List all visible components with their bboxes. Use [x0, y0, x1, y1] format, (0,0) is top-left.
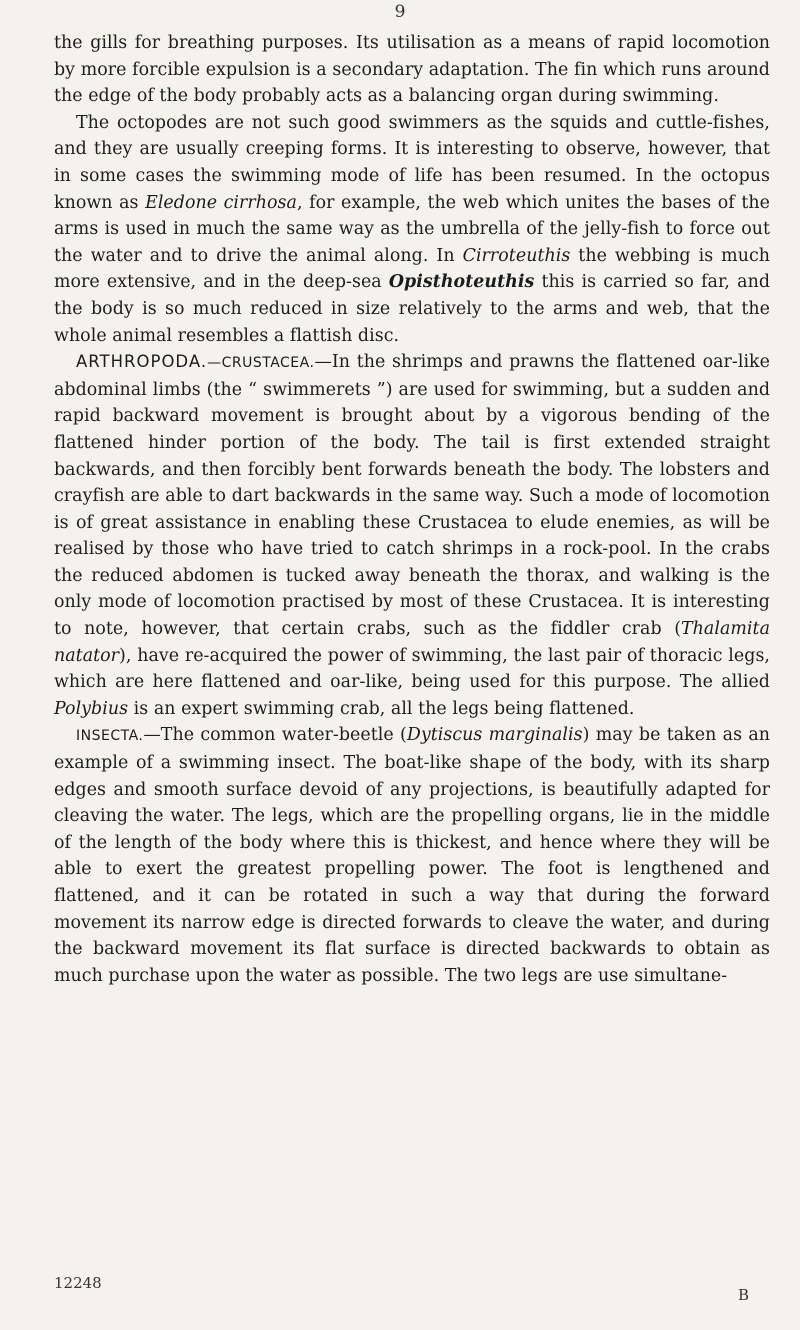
genus-name: Cirroteuthis — [462, 245, 571, 266]
page-number: 9 — [394, 2, 406, 22]
paragraph-4 — [54, 722, 770, 989]
species-name: Dytiscus marginalis — [406, 725, 583, 746]
species-name: Eledone cirrhosa — [145, 192, 297, 213]
paragraph-3-text: ), have re-acquired the power of swimming, the last pair of thoracic legs, which are here flattened and oar-like, being used for this purpose. The allied — [54, 645, 770, 693]
paragraph-2-text: , for example, the web which unites the bases of the arms is used in much the same way as the umbrella of the jelly-fish to force out the water and to drive the animal along. In — [54, 192, 770, 266]
paragraph-2-text: this is carried so far, and the body is so much reduced in size relatively to the arms and web, that the whole animal resembles a flattish disc. — [54, 272, 770, 346]
species-name: Thalamita natator — [54, 619, 770, 666]
genus-name: Opisthoteuthis — [388, 272, 535, 293]
section-subheading-crustacea: —CRUSTACEA. — [207, 355, 315, 372]
paragraph-3-text: —In the shrimps and prawns the flattened oar-like abdominal limbs (the “ swimmerets ”) are used for swimming, but a sudden and rapid backward movement is brought about by a vigorous bending of the flattened hinder portion of the body. The tail is first extended straight backwards, and then forcibly bent forwards beneath the body. The lobsters and crayfish are able to dart backwards in the same way. Such a mode of locomotion is of great assistance in enabling these Crustacea to elude enemies, as will be realised by those who have tried to catch shrimps in a rock-pool. In the crabs the reduced abdomen is tucked away beneath the thorax, and walking is the only mode of locomotion practised by most of these Crustacea. It is interesting to note, however, that certain crabs, such as the fiddler crab ( — [54, 352, 770, 640]
paragraph-4-text: —The common water-beetle ( — [143, 725, 407, 746]
body-text — [54, 30, 770, 989]
paragraph-2 — [54, 110, 770, 349]
genus-name: Polybius — [54, 698, 129, 719]
signature-letter: B — [738, 1286, 750, 1304]
section-heading-arthropoda: ARTHROPODA. — [76, 352, 208, 372]
paragraph-4-text: ) may be taken as an example of a swimming insect. The boat-like shape of the body, with its sharp edges and smooth surface devoid of any projections, is beautifully adapted for cleaving the water. The legs, which are the propelling organs, lie in the middle of the length of the body where this is thickest, and hence where they will be able to exert the greatest propelling power. The foot is lengthened and flattened, and it can be rotated in such a way that during the forward movement its narrow edge is directed forwards to cleave the water, and during the backward movement its flat surface is directed backwards to obtain as much purchase upon the water as possible. The two legs are use simultane- — [54, 725, 771, 986]
paragraph-2-text: The octopodes are not such good swimmers as the squids and cuttle-fishes, and they are usually creeping forms. It is interesting to observe, however, that in some cases the swimming mode of life has been resumed. In the octopus known as — [54, 112, 770, 213]
paragraph-2-text: the webbing is much more extensive, and in the deep-sea — [54, 245, 770, 293]
paragraph-3-text: is an expert swimming crab, all the legs being flattened. — [128, 698, 635, 719]
printer-signature: 12248 — [54, 1274, 102, 1292]
section-heading-insecta: INSECTA. — [76, 728, 144, 745]
paragraph-3 — [54, 349, 770, 722]
paragraph-1: the gills for breathing purposes. Its utilisation as a means of rapid locomotion by more forcible expulsion is a secondary adaptation. The fin which runs around the edge of the body probably acts as a balancing organ during swimming. — [54, 33, 770, 107]
